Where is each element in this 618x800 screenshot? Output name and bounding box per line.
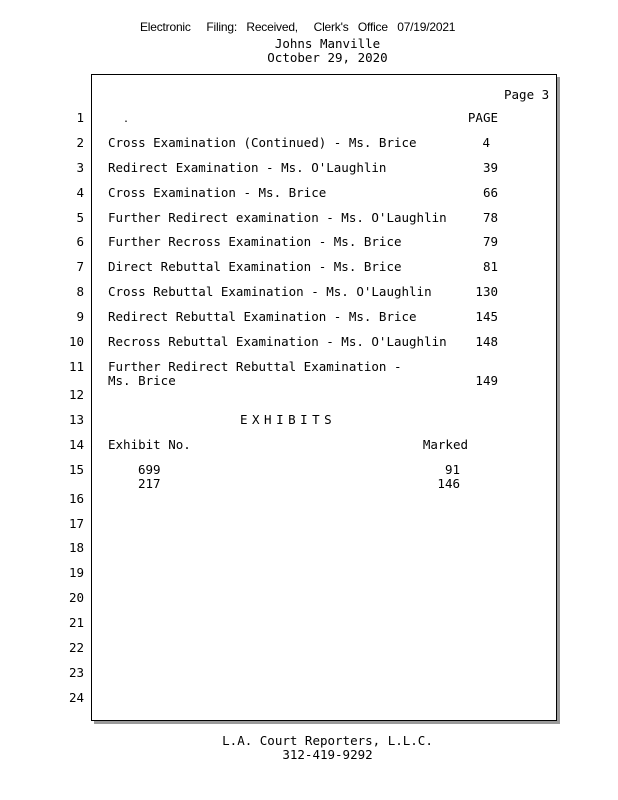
index-entry: Further Redirect Rebuttal Examination - — [108, 359, 402, 374]
line-number: 21 — [68, 615, 84, 630]
line-number: 17 — [68, 516, 84, 531]
exhibit-number: 217 — [138, 476, 161, 491]
line-number: 24 — [68, 690, 84, 705]
line-number: 23 — [68, 665, 84, 680]
line-number: 4 — [76, 185, 84, 200]
exhibit-number: 699 — [138, 462, 161, 477]
index-entry: Redirect Examination - Ms. O'Laughlin — [108, 160, 387, 175]
line-number: 5 — [76, 210, 84, 225]
line-number: 20 — [68, 590, 84, 605]
index-entry-page: 66 — [482, 185, 498, 200]
index-entry-page: 39 — [482, 160, 498, 175]
line-number: 3 — [76, 160, 84, 175]
line-number: 11 — [68, 359, 84, 374]
reporter-phone: 312-419-9292 — [282, 747, 373, 762]
index-entry-page: 148 — [475, 334, 498, 349]
index-entry: Cross Examination (Continued) - Ms. Brice — [108, 135, 417, 150]
line-number: 1 — [76, 110, 84, 125]
line-number: 8 — [76, 284, 84, 299]
line-number: 12 — [68, 387, 84, 402]
index-entry-page: 78 — [482, 210, 498, 225]
line-number: 9 — [76, 309, 84, 324]
hearing-date: October 29, 2020 — [267, 50, 388, 65]
line-number: 18 — [68, 540, 84, 555]
index-entry: Further Redirect examination - Ms. O'Laughlin — [108, 210, 447, 225]
index-entry: Direct Rebuttal Examination - Ms. Brice — [108, 259, 402, 274]
index-entry: Further Recross Examination - Ms. Brice — [108, 234, 402, 249]
index-entry-page: 4 — [482, 135, 490, 150]
index-entry-page: 81 — [482, 259, 498, 274]
case-name: Johns Manville — [274, 36, 381, 51]
index-entry-page: 130 — [475, 284, 498, 299]
index-page-heading: PAGE — [467, 110, 498, 125]
exhibits-title: EXHIBITS — [240, 412, 337, 427]
line-number: 10 — [68, 334, 84, 349]
index-entry: Cross Rebuttal Examination - Ms. O'Laughlin — [108, 284, 432, 299]
line-number: 13 — [68, 412, 84, 427]
line-number: 2 — [76, 135, 84, 150]
index-entry: Redirect Rebuttal Examination - Ms. Brice — [108, 309, 417, 324]
index-entry: Recross Rebuttal Examination - Ms. O'Laughlin — [108, 334, 447, 349]
index-entry: Cross Examination - Ms. Brice — [108, 185, 327, 200]
marked-header: Marked — [422, 437, 468, 452]
line-number: 19 — [68, 565, 84, 580]
index-entry-page: 145 — [475, 309, 498, 324]
reporter-company: L.A. Court Reporters, L.L.C. — [222, 733, 433, 748]
line-number: 7 — [76, 259, 84, 274]
stray-mark: . — [123, 114, 130, 125]
exhibit-marked-page: 91 — [444, 462, 460, 477]
index-entry-page: 149 — [475, 373, 498, 388]
exhibit-marked-page: 146 — [437, 476, 460, 491]
page-number-label: Page 3 — [504, 87, 550, 102]
line-number: 6 — [76, 234, 84, 249]
line-number: 16 — [68, 491, 84, 506]
filing-stamp: Electronic Filing: Received, Clerk's Office 07/19/2021 — [140, 20, 456, 34]
line-number: 14 — [68, 437, 84, 452]
index-entry-page: 79 — [482, 234, 498, 249]
line-number: 15 — [68, 462, 84, 477]
exhibit-no-header: Exhibit No. — [108, 437, 191, 452]
line-number: 22 — [68, 640, 84, 655]
index-entry-continued: Ms. Brice — [108, 373, 176, 388]
